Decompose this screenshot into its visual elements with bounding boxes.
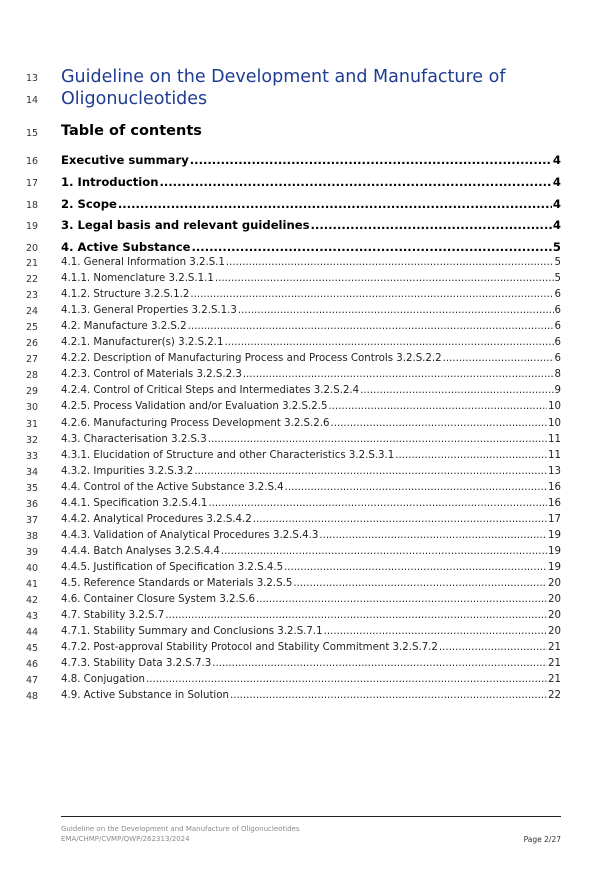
toc-entry-label[interactable]: 4.7.3. Stability Data 3.2.S.7.3 — [61, 658, 212, 670]
dot-leader — [225, 337, 554, 348]
toc-entry-page[interactable]: 21 — [548, 642, 561, 654]
dot-leader — [208, 498, 547, 509]
line-number: 39 — [26, 546, 39, 558]
toc-entry-label[interactable]: 4.2.3. Control of Materials 3.2.S.2.3 — [61, 369, 242, 381]
dot-leader — [330, 418, 547, 429]
toc-entry[interactable] — [61, 546, 561, 562]
line-number: 26 — [26, 338, 39, 350]
line-number: 34 — [26, 466, 39, 478]
dot-leader — [146, 674, 547, 685]
toc-entry[interactable] — [61, 610, 561, 626]
dot-leader — [190, 153, 552, 167]
toc-entry-label[interactable]: 4.1.3. General Properties 3.2.S.1.3 — [61, 305, 237, 317]
dot-leader — [293, 578, 547, 589]
toc-entry-page[interactable]: 10 — [548, 401, 561, 413]
toc-entry[interactable] — [61, 197, 561, 219]
line-number: 40 — [26, 562, 39, 574]
toc-entry-label[interactable]: Executive summary — [61, 153, 189, 167]
toc-entry-page[interactable]: 19 — [548, 561, 561, 573]
toc-entry-label[interactable]: 4.2.6. Manufacturing Process Development 3.2.S.2.6 — [61, 417, 330, 429]
line-number: 37 — [26, 514, 39, 526]
toc-heading: Table of contents — [61, 123, 202, 139]
line-number: 23 — [26, 290, 39, 302]
toc-entry[interactable] — [61, 321, 561, 337]
toc-entry-label[interactable]: 4.2.2. Description of Manufacturing Process and Process Controls 3.2.S.2.2 — [61, 353, 442, 365]
line-number: 47 — [26, 675, 39, 687]
line-number: 42 — [26, 595, 39, 607]
toc-entry-label[interactable]: 3. Legal basis and relevant guidelines — [61, 218, 310, 232]
toc-entry-label[interactable]: 4.4.4. Batch Analyses 3.2.S.4.4 — [61, 545, 220, 557]
toc-entry-page[interactable]: 4 — [552, 153, 561, 167]
dot-leader — [328, 401, 547, 412]
toc-entry-page[interactable]: 6 — [554, 305, 561, 317]
toc-entry-label[interactable]: 4.4.5. Justification of Specification 3.2.S.4.5 — [61, 561, 284, 573]
toc-entry-page[interactable]: 17 — [548, 513, 561, 525]
toc-entry-page[interactable]: 19 — [548, 545, 561, 557]
toc-entry-label[interactable]: 4. Active Substance — [61, 240, 191, 254]
toc-entry-label[interactable]: 4.4.3. Validation of Analytical Procedures 3.2.S.4.3 — [61, 529, 319, 541]
toc-entry-page[interactable]: 21 — [548, 674, 561, 686]
dot-leader — [284, 562, 547, 573]
toc-entry-page[interactable]: 16 — [548, 481, 561, 493]
line-number: 16 — [26, 156, 39, 167]
toc-entry-page[interactable]: 22 — [548, 690, 561, 702]
toc-entry-label[interactable]: 4.7.2. Post-approval Stability Protocol and Stability Commitment 3.2.S.7.2 — [61, 642, 438, 654]
toc-entry-page[interactable]: 20 — [548, 578, 561, 589]
dot-leader — [253, 514, 547, 525]
toc-entry-label[interactable]: 4.1.2. Structure 3.2.S.1.2 — [61, 289, 190, 301]
line-number: 15 — [26, 128, 39, 139]
dot-leader — [208, 434, 547, 445]
toc-entry[interactable] — [61, 562, 561, 578]
toc-entry[interactable] — [61, 690, 561, 706]
line-number: 13 — [26, 73, 39, 84]
toc-entry[interactable] — [61, 642, 561, 658]
dot-leader — [395, 450, 547, 461]
line-number: 22 — [26, 274, 39, 286]
document-title — [61, 66, 561, 110]
toc-entry-page[interactable]: 9 — [554, 385, 561, 397]
toc-entry[interactable] — [61, 450, 561, 466]
line-number: 31 — [26, 418, 39, 430]
line-number: 46 — [26, 659, 39, 671]
toc-entry-page[interactable]: 5 — [552, 240, 561, 254]
line-number: 35 — [26, 482, 39, 494]
dot-leader — [212, 658, 547, 669]
toc-entry[interactable] — [61, 369, 561, 385]
toc-entry-label[interactable]: 4.4.2. Analytical Procedures 3.2.S.4.2 — [61, 513, 252, 525]
toc-entry-label[interactable]: 4.3.2. Impurities 3.2.S.3.2 — [61, 465, 194, 477]
toc-entry-label[interactable]: 4.8. Conjugation — [61, 674, 145, 686]
line-number: 44 — [26, 627, 39, 639]
toc-entry-label[interactable]: 4.4.1. Specification 3.2.S.4.1 — [61, 497, 208, 509]
footer-info — [61, 825, 300, 844]
toc-entry[interactable] — [61, 175, 561, 197]
toc-entry-page[interactable]: 6 — [554, 353, 561, 365]
toc-entry-label[interactable]: 4.2. Manufacture 3.2.S.2 — [61, 321, 187, 333]
toc-entry-label[interactable]: 4.5. Reference Standards or Materials 3.2.S.5 — [61, 578, 293, 589]
toc-entry[interactable] — [61, 658, 561, 674]
document-title-line: Oligonucleotides — [61, 89, 208, 109]
line-number: 28 — [26, 370, 39, 382]
toc-entry[interactable] — [61, 289, 561, 305]
dot-leader — [230, 690, 547, 701]
toc-entry-label[interactable]: 1. Introduction — [61, 175, 159, 189]
toc-entry-label[interactable]: 4.9. Active Substance in Solution — [61, 690, 229, 702]
dot-leader — [221, 546, 547, 557]
toc-entry[interactable] — [61, 401, 561, 417]
toc-entry[interactable] — [61, 674, 561, 690]
dot-leader — [238, 305, 554, 316]
toc-entry-page[interactable]: 10 — [548, 417, 561, 429]
toc-entry[interactable] — [61, 530, 561, 546]
dot-leader — [118, 197, 552, 211]
toc-entry[interactable] — [61, 594, 561, 610]
toc-entry[interactable] — [61, 626, 561, 642]
toc-entry[interactable] — [61, 257, 561, 273]
toc-entry[interactable] — [61, 153, 561, 175]
toc-entry-page[interactable]: 5 — [554, 273, 561, 285]
line-number: 45 — [26, 643, 39, 655]
toc-entry-label[interactable]: 4.4. Control of the Active Substance 3.2.S.4 — [61, 481, 284, 493]
toc-entry-label[interactable]: 4.7. Stability 3.2.S.7 — [61, 610, 165, 622]
dot-leader — [439, 642, 547, 653]
toc-entry[interactable] — [61, 434, 561, 450]
toc-entry-page[interactable]: 4 — [552, 197, 561, 211]
toc-entry-label[interactable]: 4.7.1. Stability Summary and Conclusions 3.2.S.7.1 — [61, 626, 323, 638]
dot-leader — [215, 273, 554, 284]
toc-entry-page[interactable]: 20 — [548, 610, 561, 622]
dot-leader — [190, 289, 553, 300]
dot-leader — [443, 353, 554, 364]
toc-entry-page[interactable]: 6 — [554, 337, 561, 349]
toc-entry-page[interactable]: 4 — [552, 175, 561, 189]
line-number: 29 — [26, 386, 39, 398]
dot-leader — [243, 369, 554, 380]
toc-entry-label[interactable]: 4.1. General Information 3.2.S.1 — [61, 257, 225, 268]
toc-entry[interactable] — [61, 385, 561, 401]
dot-leader — [165, 610, 547, 621]
toc-entry[interactable] — [61, 514, 561, 530]
line-number: 48 — [26, 691, 39, 703]
line-number: 17 — [26, 178, 39, 189]
line-number: 24 — [26, 306, 39, 318]
toc-entry[interactable] — [61, 482, 561, 498]
dot-leader — [319, 530, 547, 541]
line-number: 33 — [26, 450, 39, 462]
toc-entry-label[interactable]: 4.6. Container Closure System 3.2.S.6 — [61, 594, 255, 606]
page-number: Page 2/27 — [523, 835, 561, 844]
dot-leader — [285, 482, 547, 493]
footer-divider — [61, 816, 561, 817]
toc-entry-label[interactable]: 4.1.1. Nomenclature 3.2.S.1.1 — [61, 273, 214, 285]
line-number: 25 — [26, 322, 39, 334]
toc-entry-page[interactable]: 20 — [548, 594, 561, 606]
dot-leader — [191, 240, 551, 254]
toc-entry-label[interactable]: 4.3. Characterisation 3.2.S.3 — [61, 433, 207, 445]
document-title-line: Guideline on the Development and Manufacture of — [61, 67, 506, 87]
toc-entry[interactable] — [61, 353, 561, 369]
dot-leader — [188, 321, 554, 332]
toc-entry-label[interactable]: 2. Scope — [61, 197, 117, 211]
dot-leader — [226, 257, 554, 268]
toc-entry[interactable] — [61, 578, 561, 594]
dot-leader — [256, 594, 547, 605]
dot-leader — [194, 466, 547, 477]
toc-entry[interactable] — [61, 466, 561, 482]
toc-entry[interactable] — [61, 305, 561, 321]
footer-doc-title: Guideline on the Development and Manufacture of Oligonucleotides — [61, 825, 300, 833]
line-number: 32 — [26, 434, 39, 446]
toc-entry[interactable] — [61, 418, 561, 434]
line-number: 36 — [26, 498, 39, 510]
line-number: 21 — [26, 258, 39, 269]
line-number: 19 — [26, 221, 39, 232]
footer-doc-ref: EMA/CHMP/CVMP/QWP/262313/2024 — [61, 834, 190, 843]
toc-entry[interactable] — [61, 273, 561, 289]
toc-entry-page[interactable]: 16 — [548, 497, 561, 509]
line-number: 18 — [26, 200, 39, 211]
toc-entry-page[interactable]: 13 — [548, 465, 561, 477]
line-number: 38 — [26, 530, 39, 542]
toc-entry-page[interactable]: 11 — [548, 449, 561, 461]
toc-entry-page[interactable]: 20 — [548, 626, 561, 638]
line-number: 41 — [26, 579, 39, 590]
line-number: 14 — [26, 95, 39, 106]
toc-entry-page[interactable]: 6 — [554, 321, 561, 333]
toc-entry-page[interactable]: 5 — [554, 257, 561, 268]
toc-entry-page[interactable]: 21 — [548, 658, 561, 670]
toc-entry-page[interactable]: 4 — [552, 218, 561, 232]
dot-leader — [311, 218, 552, 232]
toc-entry-page[interactable]: 11 — [548, 433, 561, 445]
line-number: 27 — [26, 354, 39, 366]
line-number: 30 — [26, 402, 39, 414]
toc-entry[interactable] — [61, 337, 561, 353]
toc-entry-page[interactable]: 8 — [554, 369, 561, 381]
dot-leader — [159, 175, 551, 189]
toc-entry-label[interactable]: 4.2.4. Control of Critical Steps and Intermediates 3.2.S.2.4 — [61, 385, 360, 397]
toc-entry-page[interactable]: 6 — [554, 289, 561, 301]
dot-leader — [360, 385, 553, 396]
toc-entry[interactable] — [61, 218, 561, 240]
dot-leader — [324, 626, 547, 637]
toc-entry-label[interactable]: 4.2.1. Manufacturer(s) 3.2.S.2.1 — [61, 337, 224, 349]
toc-entry[interactable] — [61, 498, 561, 514]
line-number: 43 — [26, 611, 39, 623]
toc-entry-label[interactable]: 4.3.1. Elucidation of Structure and other Characteristics 3.2.S.3.1 — [61, 449, 395, 461]
toc-entry-page[interactable]: 19 — [548, 529, 561, 541]
line-number: 20 — [26, 243, 39, 254]
toc-entry-label[interactable]: 4.2.5. Process Validation and/or Evaluation 3.2.S.2.5 — [61, 401, 328, 413]
